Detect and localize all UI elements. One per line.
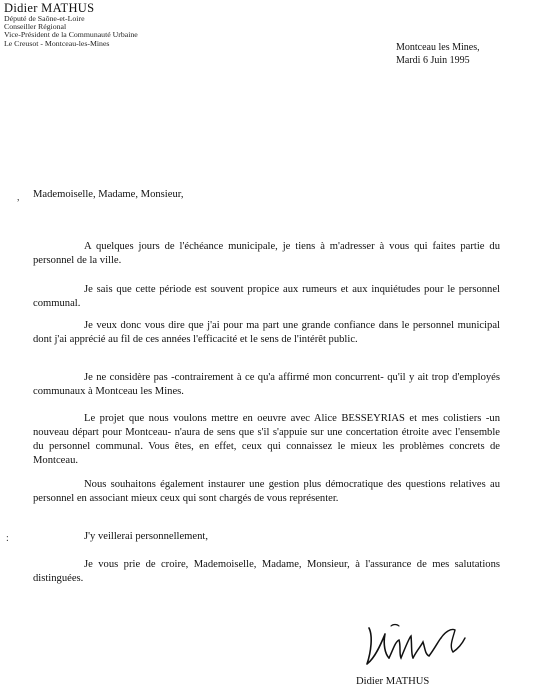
sender-title-councillor: Conseiller Régional [4,22,67,32]
closing-line: J'y veillerai personnellement, [84,531,208,542]
sender-title-deputy: Député de Saône-et-Loire [4,14,85,24]
sender-title-vice-president: Vice-Président de la Communauté Urbaine [4,30,138,40]
paragraph: Le projet que nous voulons mettre en oeuvre avec Alice BESSEYRIAS et mes colistiers -un nouveau départ pour Montceau- n'aura de sens que s'il s'appuie sur une concertation étroite avec l'ensemble du personnel communal. Vous êtes, en effet, ceux qui connaissez le mieux les problèmes concrets de Montceau. [33,413,500,466]
paragraph: Je veux donc vous dire que j'ai pour ma part une grande confiance dans le personnel municipal dont j'ai apprécié au fil de ces années l'efficacité et le sens de l'intérêt public. [33,320,500,345]
closing-formula: Je vous prie de croire, Mademoiselle, Madame, Monsieur, à l'assurance de mes salutations distinguées. [33,559,500,584]
place-date [396,42,480,67]
sender-name: Didier MATHUS [4,1,95,15]
sender-title-locality: Le Creusot - Montceau-les-Mines [4,38,110,48]
paragraph: A quelques jours de l'échéance municipale, je tiens à m'adresser à vous qui faites partie du personnel de la ville. [33,241,500,266]
letter-date: Mardi 6 Juin 1995 [396,54,470,66]
handwritten-signature [355,612,475,672]
signatory-name: Didier MATHUS [356,676,430,687]
scan-mark: : [6,533,9,544]
scan-mark: , [17,192,20,203]
salutation: Mademoiselle, Madame, Monsieur, [33,189,184,200]
paragraph: Je ne considère pas -contrairement à ce qu'a affirmé mon concurrent- qu'il y ait trop d'employés communaux à Montceau les Mines. [33,372,500,397]
letter-place: Montceau les Mines, [396,42,480,53]
paragraph: Nous souhaitons également instaurer une gestion plus démocratique des questions relatives au personnel en associant mieux ceux qui sont chargés de vous représenter. [33,479,500,504]
letterhead [4,2,138,48]
paragraph: Je sais que cette période est souvent propice aux rumeurs et aux inquiétudes pour le personnel communal. [33,284,500,309]
